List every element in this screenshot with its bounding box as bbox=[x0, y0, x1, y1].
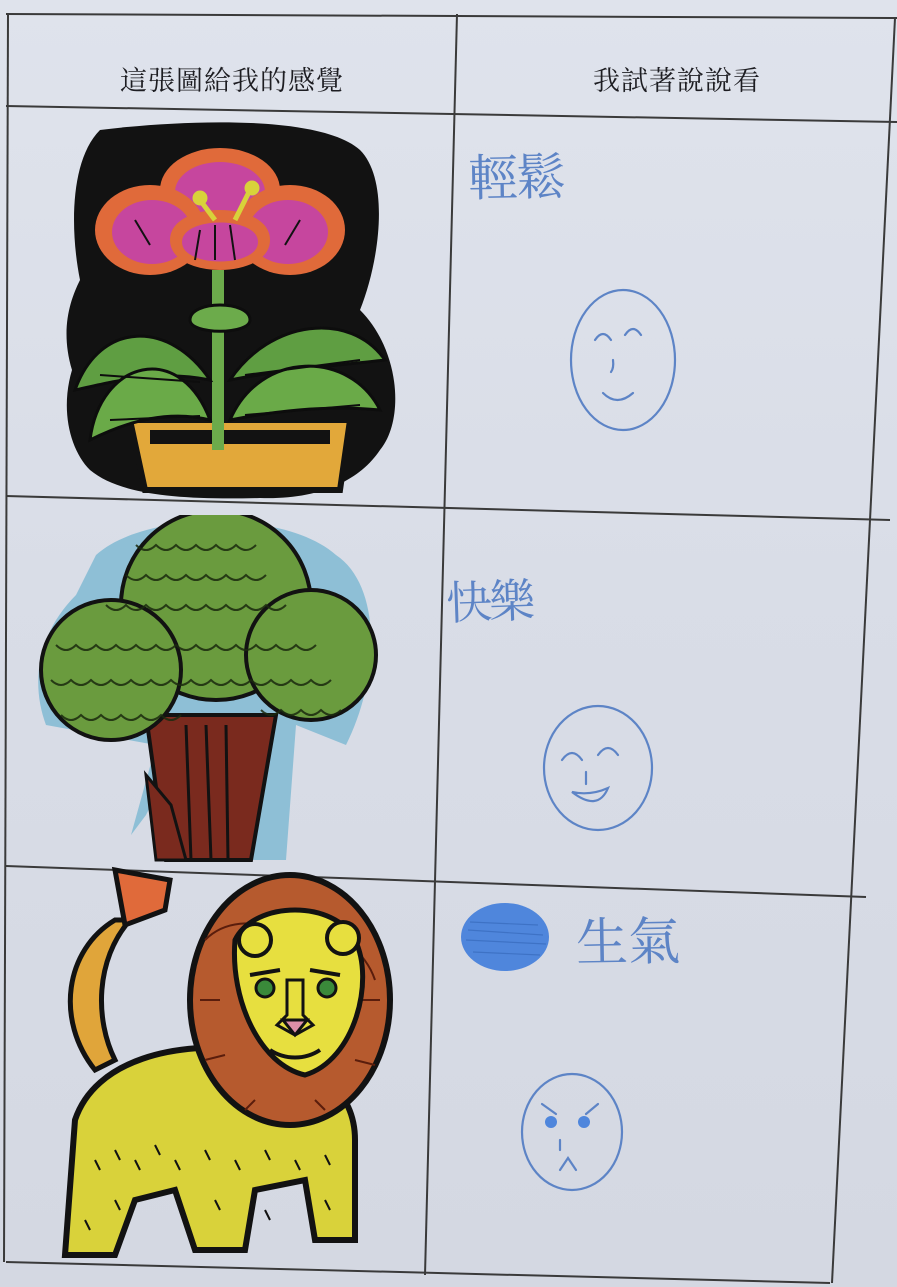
blue-scribble-icon bbox=[458, 900, 553, 975]
answer-happy-text: 快樂 bbox=[445, 573, 534, 631]
smiling-face-icon bbox=[565, 285, 685, 435]
angry-face-icon bbox=[516, 1070, 631, 1200]
laughing-face-icon bbox=[540, 700, 660, 840]
header-feeling: 這張圖給我的感覺 bbox=[120, 65, 344, 97]
tree-illustration bbox=[36, 515, 381, 865]
answer-angry-text: 生氣 bbox=[575, 912, 681, 974]
lion-illustration bbox=[55, 860, 395, 1260]
flower-pot-illustration bbox=[60, 120, 400, 500]
header-try-to-say: 我試著說說看 bbox=[593, 65, 761, 97]
answer-relaxed-text: 輕鬆 bbox=[467, 148, 565, 208]
